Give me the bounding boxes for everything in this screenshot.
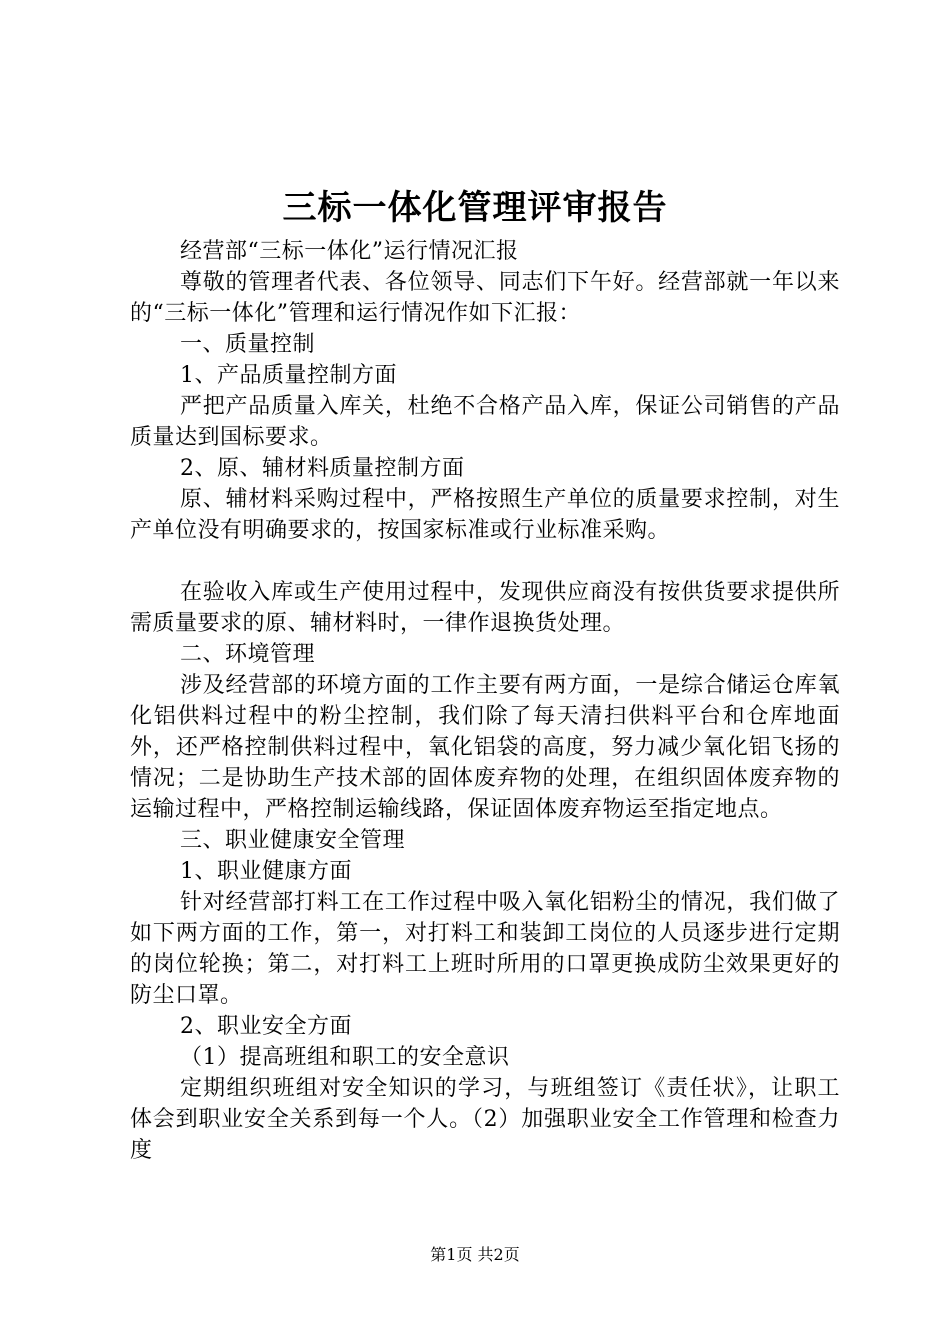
greeting-paragraph: 尊敬的管理者代表、各位领导、同志们下午好。经营部就一年以来的“三标一体化”管理和运行情况作如下汇报： xyxy=(130,270,840,326)
paragraph-occupational-health: 针对经营部打料工在工作过程中吸入氧化铝粉尘的情况，我们做了如下两方面的工作，第一，对打料工和装卸工岗位的人员逐步进行定期的岗位轮换；第二，对打料工上班时所用的口罩更换成防尘效果更好的防尘口罩。 xyxy=(130,890,840,1008)
subheading-raw-material: 2、原、辅材料质量控制方面 xyxy=(180,456,465,481)
document-title: 三标一体化管理评审报告 xyxy=(282,188,668,228)
subheading-occupational-safety: 2、职业安全方面 xyxy=(180,1014,352,1039)
subheading-product-quality: 1、产品质量控制方面 xyxy=(180,363,397,388)
paragraph-raw-material-inspection: 在验收入库或生产使用过程中，发现供应商没有按供货要求提供所需质量要求的原、辅材料时，一律作退换货处理。 xyxy=(130,580,840,636)
paragraph-safety-training: 定期组织班组对安全知识的学习，与班组签订《责任状》，让职工体会到职业安全关系到每一个人。（2）加强职业安全工作管理和检查力度 xyxy=(130,1076,840,1163)
report-subtitle: 经营部“三标一体化”运行情况汇报 xyxy=(180,239,519,264)
paragraph-product-quality: 严把产品质量入库关，杜绝不合格产品入库，保证公司销售的产品质量达到国标要求。 xyxy=(130,394,840,450)
page-number-footer: 第1页 共2页 xyxy=(430,1245,520,1264)
section-heading-quality: 一、质量控制 xyxy=(180,332,316,357)
paragraph-raw-material-procurement: 原、辅材料采购过程中，严格按照生产单位的质量要求控制，对生产单位没有明确要求的，按国家标准或行业标准采购。 xyxy=(130,487,840,543)
section-heading-environment: 二、环境管理 xyxy=(180,642,316,667)
section-heading-ohs: 三、职业健康安全管理 xyxy=(180,828,406,853)
paragraph-environment: 涉及经营部的环境方面的工作主要有两方面，一是综合储运仓库氧化铝供料过程中的粉尘控制，我们除了每天清扫供料平台和仓库地面外，还严格控制供料过程中，氧化铝袋的高度，努力减少氧化铝飞扬的情况；二是协助生产技术部的固体废弃物的处理，在组织固体废弃物的运输过程中，严格控制运输线路，保证固体废弃物运至指定地点。 xyxy=(130,673,840,822)
document-body xyxy=(130,236,840,1166)
subheading-safety-awareness: （1）提高班组和职工的安全意识 xyxy=(180,1045,510,1070)
subheading-occupational-health: 1、职业健康方面 xyxy=(180,859,352,884)
